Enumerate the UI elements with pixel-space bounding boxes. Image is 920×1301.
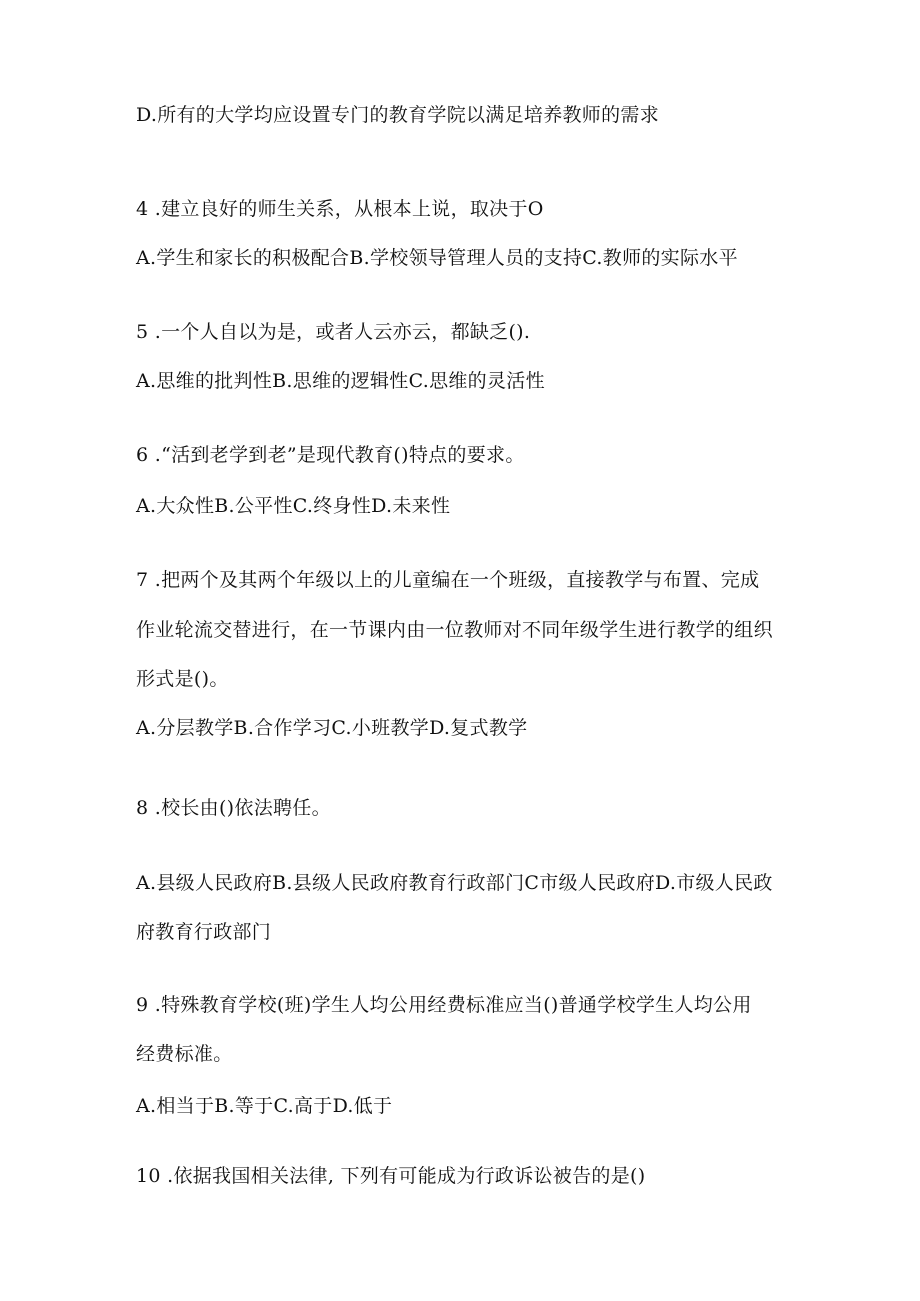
options-q6: A.大众性B.公平性C.终身性D.未来性 <box>136 495 451 517</box>
question-10: 10 .依据我国相关法律, 下列有可能成为行政诉讼被告的是() <box>136 1165 646 1187</box>
question-5: 5 .一个人自以为是，或者人云亦云，都缺乏(). <box>136 321 531 343</box>
options-q4: A.学生和家长的积极配合B.学校领导管理人员的支持C.教师的实际水平 <box>136 247 738 269</box>
question-6: 6 .“活到老学到老”是现代教育()特点的要求。 <box>136 444 525 466</box>
question-7-line-1: 7 .把两个及其两个年级以上的儿童编在一个班级，直接教学与布置、完成 <box>136 569 760 591</box>
question-9-line-1: 9 .特殊教育学校(班)学生人均公用经费标准应当()普通学校学生人均公用 <box>136 994 752 1016</box>
question-9-line-2: 经费标准。 <box>136 1043 233 1065</box>
question-7-line-2: 作业轮流交替进行，在一节课内由一位教师对不同年级学生进行教学的组织 <box>136 619 773 641</box>
question-4: 4 .建立良好的师生关系，从根本上说，取决于O <box>136 198 544 220</box>
options-q8-line-2: 府教育行政部门 <box>136 921 272 943</box>
question-7-line-3: 形式是()。 <box>136 668 229 690</box>
options-q9: A.相当于B.等于C.高于D.低于 <box>136 1095 393 1117</box>
option-line-q3-d: D.所有的大学均应设置专门的教育学院以满足培养教师的需求 <box>136 104 659 126</box>
options-q5: A.思维的批判性B.思维的逻辑性C.思维的灵活性 <box>136 370 545 392</box>
options-q8-line-1: A.县级人民政府B.县级人民政府教育行政部门C市级人民政府D.市级人民政 <box>136 872 773 894</box>
options-q7: A.分层教学B.合作学习C.小班教学D.复式教学 <box>136 717 528 739</box>
question-8: 8 .校长由()依法聘任。 <box>136 797 331 819</box>
